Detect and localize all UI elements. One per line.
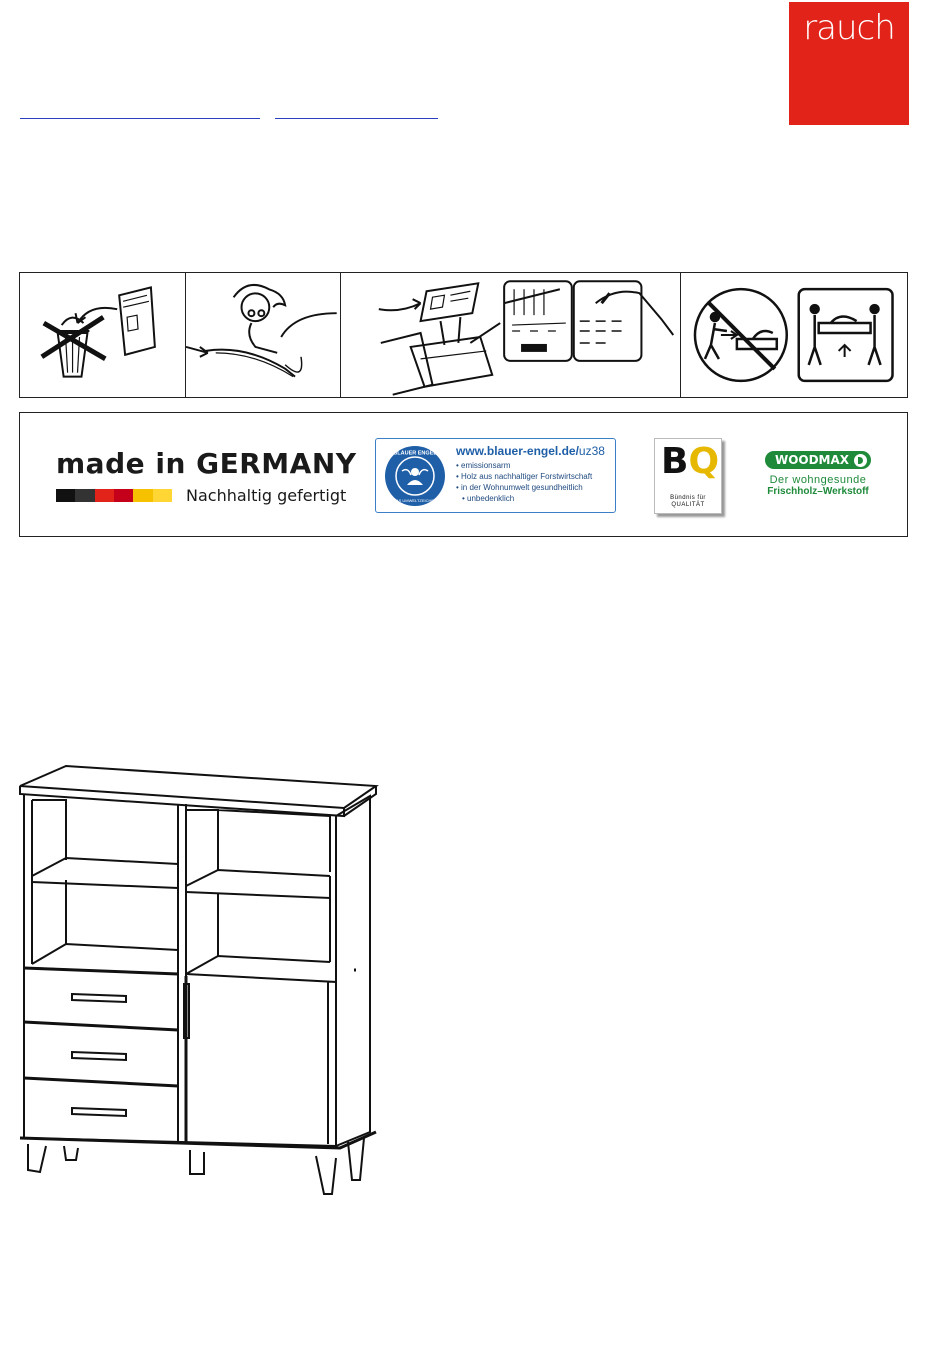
seal-text-top: BLAUER ENGEL: [393, 450, 437, 457]
seal-text-bottom: DAS UMWELTZEICHEN: [393, 498, 437, 503]
url-code: uz38: [578, 444, 605, 458]
blauer-engel-badge: [375, 438, 616, 513]
certification-badges: [19, 412, 908, 537]
woodmax-pill-text: WOODMAX: [774, 453, 850, 467]
blauer-engel-url[interactable]: [456, 444, 605, 458]
blauer-engel-seal-icon: [384, 445, 446, 507]
read-manual-icon: [186, 273, 342, 397]
criteria-item: • emissionsarm: [456, 460, 612, 471]
woodmax-d-icon: [854, 454, 867, 467]
criteria-item: • in der Wohnumwelt gesundheitlich: [456, 482, 612, 493]
brand-logo: [789, 2, 909, 125]
instructions-strip: [19, 272, 908, 398]
blauer-engel-criteria-list: [456, 460, 612, 504]
bq-letters: BQ: [661, 441, 720, 482]
criteria-item-continued: • unbedenklich: [456, 493, 612, 504]
made-in-germany-subtitle: Nachhaltig gefertigt: [186, 486, 347, 505]
cabinet-drawing: [14, 760, 384, 1200]
no-discard-manual-icon: [20, 273, 186, 397]
german-flag-stripe: [56, 489, 172, 502]
woodmax-line1: Der wohngesunde: [769, 474, 867, 486]
made-in-germany-title: made in GERMANY: [56, 447, 357, 480]
criteria-item: • Holz aus nachhaltiger Forstwirtschaft: [456, 471, 612, 482]
url-domain: www.blauer-engel.de/: [456, 444, 579, 458]
woodmax-pill: [765, 451, 871, 469]
made-in-germany-badge: [56, 447, 357, 505]
link-underline-2[interactable]: [275, 102, 438, 119]
link-underline-1[interactable]: [20, 102, 260, 119]
file-documents-icon: [341, 273, 680, 397]
brand-logo-text: rauch: [803, 8, 895, 48]
no-drag-lift-furniture-icon: [681, 273, 907, 397]
bq-quality-badge: [654, 438, 722, 514]
woodmax-line2: Frischholz–Werkstoff: [767, 486, 869, 497]
woodmax-badge: [758, 451, 878, 497]
bq-caption: Bündnis für QUALITÄT: [670, 495, 706, 508]
